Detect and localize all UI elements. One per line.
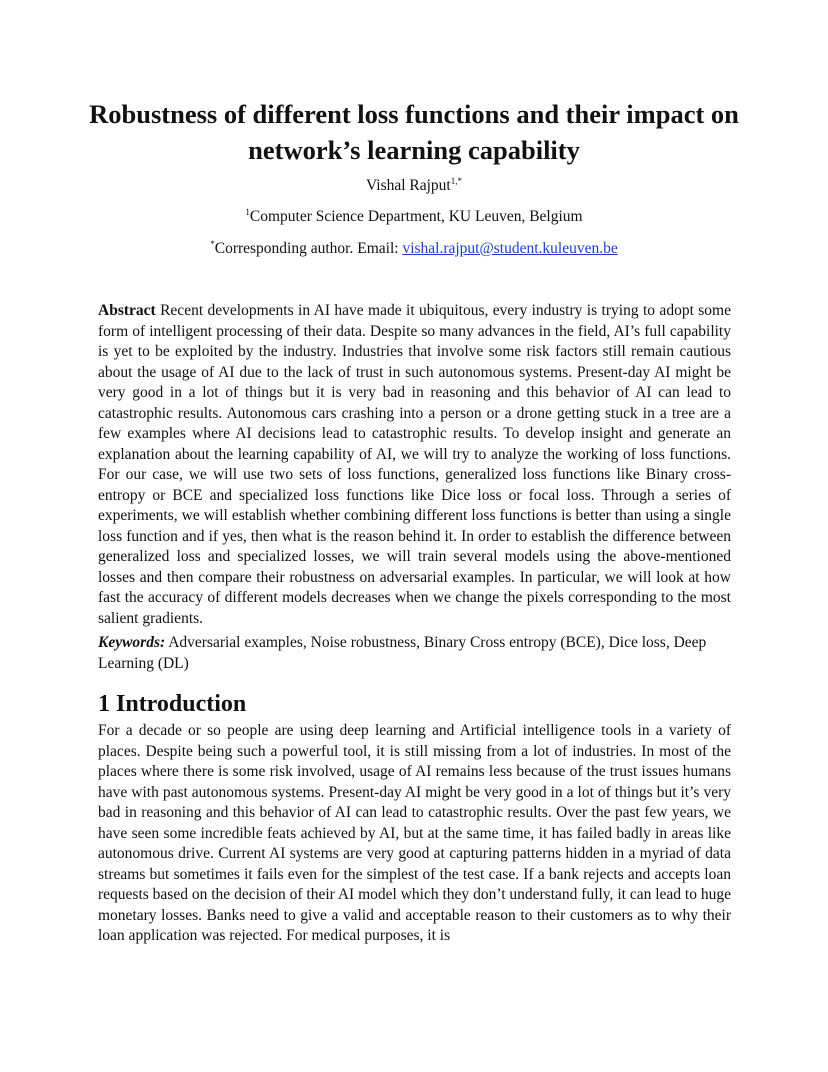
abstract-text: Recent developments in AI have made it ubiquitous, every industry is trying to adopt some form of intelligent processing of their data. Despite so many advances in the field, AI’s full capability is yet to be exploited by the industry. Industries that involve some risk factors still remain cautious about the usage of AI due to the lack of trust in such autonomous systems. Present-day AI might be very good in a lot of things but it is very bad in reasoning and this behavior of AI can lead to catastrophic results. Autonomous cars crashing into a person or a drone getting stuck in a tree are a few examples where AI decisions lead to catastrophic results. To develop insight and generate an explanation about the learning capability of AI, we will try to analyze the working of loss functions. For our case, we will use two sets of loss functions, generalized loss functions like Binary cross-entropy or BCE and specialized loss functions like Dice loss or focal loss. Through a series of experiments, we will establish whether combining different loss functions is better than using a single loss function and if yes, then what is the reason behind it. In order to establish the difference between generalized loss and specialized losses, we will train several models using the above-mentioned losses and then compare their robustness on adversarial examples. In particular, we will look at how fast the accuracy of different models decreases when we change the pixels corresponding to the most salient gradients. (98, 302, 731, 627)
introduction-paragraph: For a decade or so people are using deep learning and Artificial intelligence tools in a variety of places. Despite being such a powerful tool, it is still missing from a lot of industries. In most of the places where there is some risk involved, usage of AI remains less because of the trust issues humans have with past autonomous systems. Present-day AI might be very good in a lot of things but it’s very bad in reasoning and this behavior of AI can lead to catastrophic results. Over the past few years, we have seen some incredible feats achieved by AI, but at the same time, it has failed badly in areas like autonomous drive. Current AI systems are very good at capturing patterns hidden in a myriad of data streams but sometimes it fails even for the simplest of the test case. If a bank rejects and accepts loan requests based on the decision of their AI model which they don’t understand fully, it can lead to huge monetary losses. Banks need to give a valid and acceptable reason to their customers as to why their loan application was rejected. For medical purposes, it is (98, 722, 731, 944)
affiliation-mark: 1 (245, 207, 250, 217)
author-name: Vishal Rajput (366, 177, 451, 194)
corresponding-author-line (0, 238, 828, 260)
author-affiliation-mark: 1,* (450, 176, 462, 186)
paper-title: Robustness of different loss functions and their impact on network’s learning capability (89, 99, 739, 165)
corresponding-label: Corresponding author. Email: (214, 240, 403, 257)
section-heading: 1 Introduction (98, 691, 247, 717)
email-link[interactable]: vishal.rajput@student.kuleuven.be (402, 240, 618, 257)
keywords-label: Keywords: (98, 634, 166, 651)
abstract-paragraph (98, 301, 731, 629)
corresponding-mark: * (210, 239, 215, 249)
author-line (0, 175, 828, 197)
keywords-paragraph (98, 633, 731, 674)
keywords-text: Adversarial examples, Noise robustness, Binary Cross entropy (BCE), Dice loss, Deep Learning (DL) (98, 634, 707, 672)
affiliation-text: Computer Science Department, KU Leuven, Belgium (249, 208, 583, 225)
affiliation-line (0, 206, 828, 228)
abstract-label: Abstract (98, 302, 156, 319)
